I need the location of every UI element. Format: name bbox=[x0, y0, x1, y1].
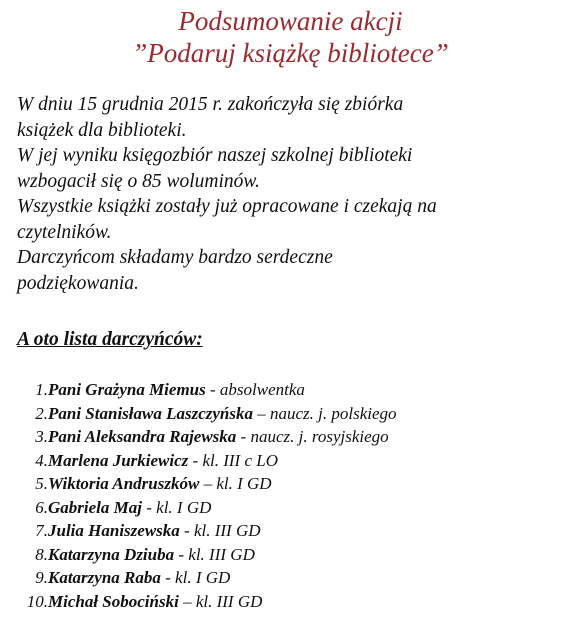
paragraph-line: W jej wyniku księgozbiór naszej szkolnej biblioteki bbox=[17, 145, 413, 166]
donor-detail: - kl. III c LO bbox=[188, 450, 278, 470]
donor-detail: - naucz. j. rosyjskiego bbox=[236, 427, 389, 446]
donor-detail: - kl. I GD bbox=[160, 568, 231, 587]
donor-list-item bbox=[17, 496, 577, 520]
donor-name: Wiktoria Andruszków bbox=[48, 474, 200, 493]
donor-list-item bbox=[17, 378, 577, 402]
donor-list-heading: A oto lista darczyńców: bbox=[17, 329, 203, 350]
paragraph-line: wzbogacił się o 85 woluminów. bbox=[17, 170, 260, 192]
summary-paragraph bbox=[17, 92, 577, 296]
donor-number: 6. bbox=[35, 497, 48, 517]
donor-list-item bbox=[17, 472, 577, 496]
paragraph-line: czytelników. bbox=[17, 221, 112, 243]
donor-list-item bbox=[17, 519, 577, 543]
donor-name: Gabriela Maj bbox=[48, 497, 142, 517]
donor-detail: – kl. I GD bbox=[199, 474, 272, 493]
donor-number: 7. bbox=[35, 521, 48, 540]
donor-number: 5. bbox=[35, 474, 48, 493]
donor-list-item bbox=[17, 543, 577, 567]
paragraph-line: W dniu 15 grudnia 2015 r. zakończyła się zbiórka bbox=[17, 94, 404, 115]
paragraph-line: podziękowania. bbox=[17, 272, 139, 294]
donor-name: Marlena Jurkiewicz bbox=[48, 450, 189, 470]
donor-detail: – naucz. j. polskiego bbox=[253, 403, 397, 423]
donor-list-item bbox=[17, 566, 577, 590]
donor-name: Michał Sobociński bbox=[48, 591, 179, 611]
paragraph-line: książek dla biblioteki. bbox=[17, 119, 187, 141]
donor-detail: - kl. III GD bbox=[179, 521, 261, 540]
donor-name: Pani Aleksandra Rajewska bbox=[48, 427, 237, 446]
donor-detail: - kl. I GD bbox=[141, 497, 212, 517]
donor-detail: - kl. III GD bbox=[174, 544, 255, 564]
donor-list-item bbox=[17, 425, 577, 449]
donor-list-item bbox=[17, 590, 577, 614]
donor-number: 2. bbox=[35, 403, 48, 423]
donor-detail: - absolwentka bbox=[205, 380, 305, 399]
donor-list bbox=[17, 378, 577, 613]
donor-number: 3. bbox=[35, 427, 48, 446]
donor-name: Katarzyna Raba bbox=[48, 568, 161, 587]
donor-number: 8. bbox=[35, 544, 48, 564]
donor-list-item bbox=[17, 402, 577, 426]
donor-name: Julia Haniszewska bbox=[48, 521, 180, 540]
donor-number: 1. bbox=[35, 380, 48, 399]
paragraph-line: Darczyńcom składamy bardzo serdeczne bbox=[17, 247, 333, 268]
donor-detail: – kl. III GD bbox=[178, 591, 263, 611]
donor-number: 9. bbox=[35, 568, 48, 587]
paragraph-line: Wszystkie książki zostały już opracowane i czekają na bbox=[17, 196, 437, 217]
donor-name: Katarzyna Dziuba bbox=[48, 544, 175, 564]
donor-list-item bbox=[17, 449, 577, 473]
donor-name: Pani Stanisława Laszczyńska bbox=[48, 403, 253, 423]
donor-number: 10. bbox=[26, 591, 48, 611]
donor-name: Pani Grażyna Miemus bbox=[48, 380, 206, 399]
donor-number: 4. bbox=[35, 450, 48, 470]
page-title-line-1: Podsumowanie akcji bbox=[178, 6, 403, 36]
page-title-line-2: ”Podaruj książkę bibliotece” bbox=[132, 38, 449, 68]
